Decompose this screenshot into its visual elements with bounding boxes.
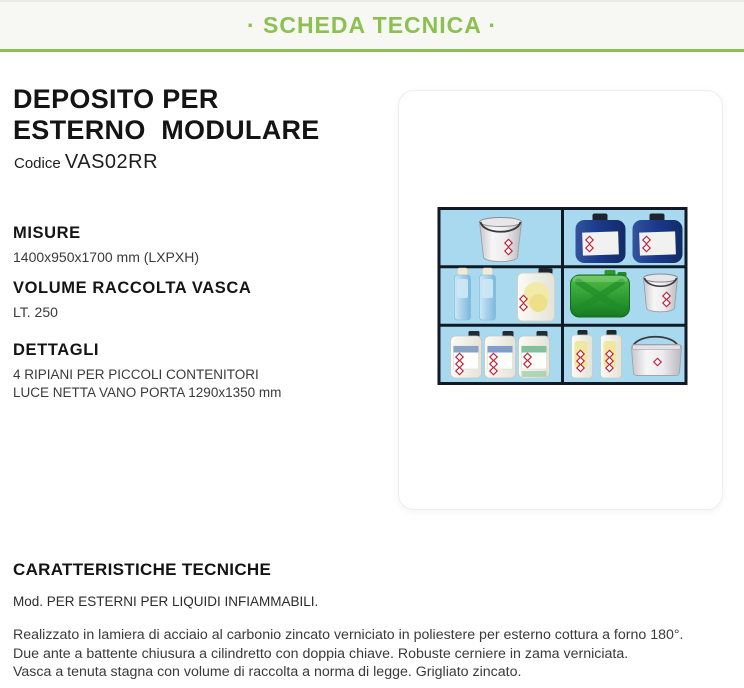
caratteristiche-heading: CARATTERISTICHE TECNICHE <box>13 560 272 579</box>
blue-jerrycan-icon <box>576 214 626 264</box>
product-code <box>14 151 158 174</box>
product-code-label: Codice <box>14 155 61 172</box>
blue-jerrycan-icon <box>633 214 683 264</box>
bucket-icon <box>644 274 678 312</box>
description-line: Realizzato in lamiera di acciaio al carbonio zincato verniciato in poliestere per esterno cottura a forno 180°. <box>13 627 684 643</box>
white-jerrycan-icon <box>518 268 555 321</box>
product-title-line2: ESTERNO MODULARE <box>13 115 320 145</box>
dettagli-line: 4 RIPIANI PER PICCOLI CONTENITORI <box>13 367 259 382</box>
description-line: Due ante a battente chiusura a cilindretto con doppia chiave. Robuste cerniere in zama verniciata. <box>13 645 629 662</box>
dettagli-lines <box>13 366 281 401</box>
header-band <box>0 0 744 52</box>
misure-heading: MISURE <box>13 224 81 242</box>
cabinet-contents-illustration <box>437 207 688 385</box>
white-bottle-icon <box>601 330 622 378</box>
white-bottle-icon <box>572 330 593 378</box>
misure-value: 1400x950x1700 mm (LXPXH) <box>13 249 199 265</box>
paint-bucket-icon <box>480 218 522 262</box>
caratteristiche-model: Mod. PER ESTERNI PER LIQUIDI INFIAMMABILI. <box>13 594 319 609</box>
description-line: Vasca a tenuta stagna con volume di raccolta a norma di legge. Grigliato zincato. <box>13 664 522 680</box>
small-jerrycan-icon <box>519 331 550 378</box>
product-image-card <box>398 90 723 510</box>
volume-heading: VOLUME RACCOLTA VASCA <box>13 279 252 297</box>
caratteristiche-description <box>13 626 683 682</box>
green-jerrycan-icon <box>571 270 630 317</box>
product-title-line1: DEPOSITO PER <box>13 84 219 114</box>
small-jerrycan-icon <box>485 331 516 378</box>
small-jerrycan-icon <box>451 331 482 378</box>
dettagli-line: LUCE NETTA VANO PORTA 1290x1350 mm <box>13 384 282 400</box>
blue-bottle-icon <box>480 268 496 320</box>
volume-value: LT. 250 <box>13 304 58 320</box>
product-code-value: VAS02RR <box>64 151 159 173</box>
product-title <box>13 84 320 146</box>
blue-bottle-icon <box>455 268 471 320</box>
dettagli-heading: DETTAGLI <box>13 341 100 359</box>
page-title: · SCHEDA TECNICA · <box>246 12 498 38</box>
